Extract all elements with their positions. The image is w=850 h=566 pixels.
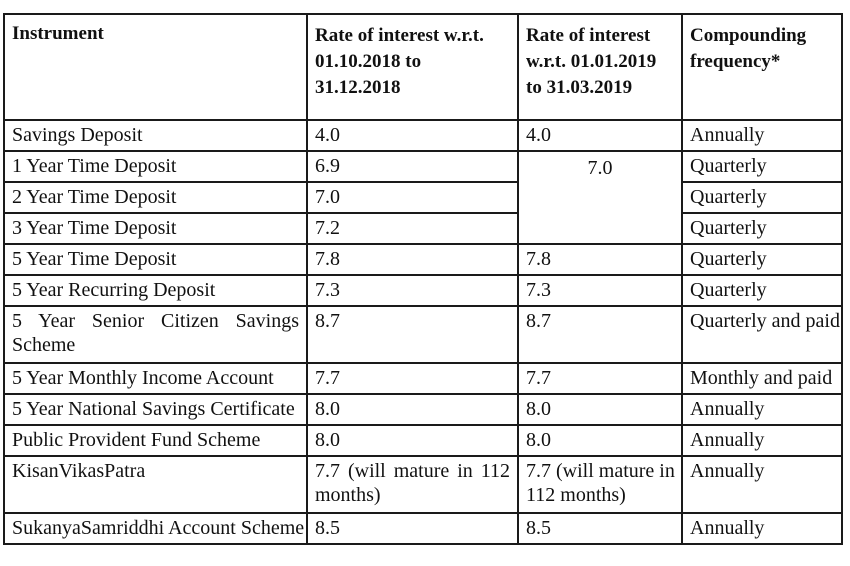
cell-rate-2018: 7.3 [307,275,518,306]
table-row [4,213,842,244]
table-row [4,513,842,544]
cell-rate-2018: 8.5 [307,513,518,544]
cell-instrument-line2: Scheme [12,334,76,356]
cell-rate-2018: 7.7 [307,363,518,394]
cell-instrument-line1: 5 Year Senior Citizen Savings [12,310,299,332]
cell-instrument: 2 Year Time Deposit [4,182,307,213]
cell-compounding: Annually [682,456,842,513]
table-row [4,456,842,513]
header-rate-2019: Rate of interest w.r.t. 01.01.2019 to 31.03.2019 [518,14,682,120]
cell-rate-2018: 8.0 [307,425,518,456]
cell-rate-2019-merged: 7.0 [518,151,682,244]
table-row [4,151,842,182]
interest-rates-table [3,13,843,545]
table-row [4,425,842,456]
cell-rate-2019: 7.8 [518,244,682,275]
cell-compounding: Annually [682,120,842,151]
cell-rate-2019-line1: 7.7 (will mature in [526,460,675,482]
cell-compounding: Annually [682,425,842,456]
table-row [4,275,842,306]
cell-instrument: 3 Year Time Deposit [4,213,307,244]
document-page [3,13,847,545]
cell-compounding: Quarterly and paid [682,306,842,363]
cell-rate-2019 [518,456,682,513]
cell-instrument: 5 Year Recurring Deposit [4,275,307,306]
header-rate-2018: Rate of interest w.r.t. 01.10.2018 to 31.12.2018 [307,14,518,120]
table-row [4,306,842,363]
table-row [4,394,842,425]
cell-rate-2018: 7.0 [307,182,518,213]
cell-compounding: Annually [682,394,842,425]
table-row [4,182,842,213]
cell-rate-2019: 8.7 [518,306,682,363]
cell-compounding: Quarterly [682,213,842,244]
cell-instrument: Public Provident Fund Scheme [4,425,307,456]
cell-instrument: 5 Year Time Deposit [4,244,307,275]
cell-compounding: Quarterly [682,182,842,213]
cell-instrument: Savings Deposit [4,120,307,151]
table-row [4,120,842,151]
cell-rate-2019: 8.5 [518,513,682,544]
cell-rate-2019: 8.0 [518,394,682,425]
cell-compounding: Quarterly [682,275,842,306]
table-header-row [4,14,842,120]
cell-instrument: SukanyaSamriddhi Account Scheme [4,513,307,544]
cell-rate-2019: 7.3 [518,275,682,306]
header-instrument: Instrument [4,14,307,120]
cell-rate-2019: 4.0 [518,120,682,151]
cell-compounding: Annually [682,513,842,544]
cell-rate-2018: 8.7 [307,306,518,363]
cell-instrument: 5 Year Monthly Income Account [4,363,307,394]
cell-instrument [4,306,307,363]
cell-compounding: Quarterly [682,244,842,275]
cell-instrument: 1 Year Time Deposit [4,151,307,182]
cell-rate-2019: 7.7 [518,363,682,394]
cell-rate-2018: 7.2 [307,213,518,244]
cell-rate-2019: 8.0 [518,425,682,456]
cell-instrument: KisanVikasPatra [4,456,307,513]
cell-rate-2019-line2: 112 months) [526,484,626,506]
table-row [4,244,842,275]
cell-compounding: Monthly and paid [682,363,842,394]
cell-rate-2018 [307,456,518,513]
cell-rate-2018-line2: months) [315,484,381,506]
cell-rate-2018-line1: 7.7 (will mature in 112 [315,460,510,482]
table-row [4,363,842,394]
cell-rate-2018: 7.8 [307,244,518,275]
cell-compounding: Quarterly [682,151,842,182]
header-compounding: Compounding frequency* [682,14,842,120]
cell-rate-2018: 8.0 [307,394,518,425]
cell-rate-2018: 4.0 [307,120,518,151]
cell-rate-2018: 6.9 [307,151,518,182]
cell-instrument: 5 Year National Savings Certificate [4,394,307,425]
